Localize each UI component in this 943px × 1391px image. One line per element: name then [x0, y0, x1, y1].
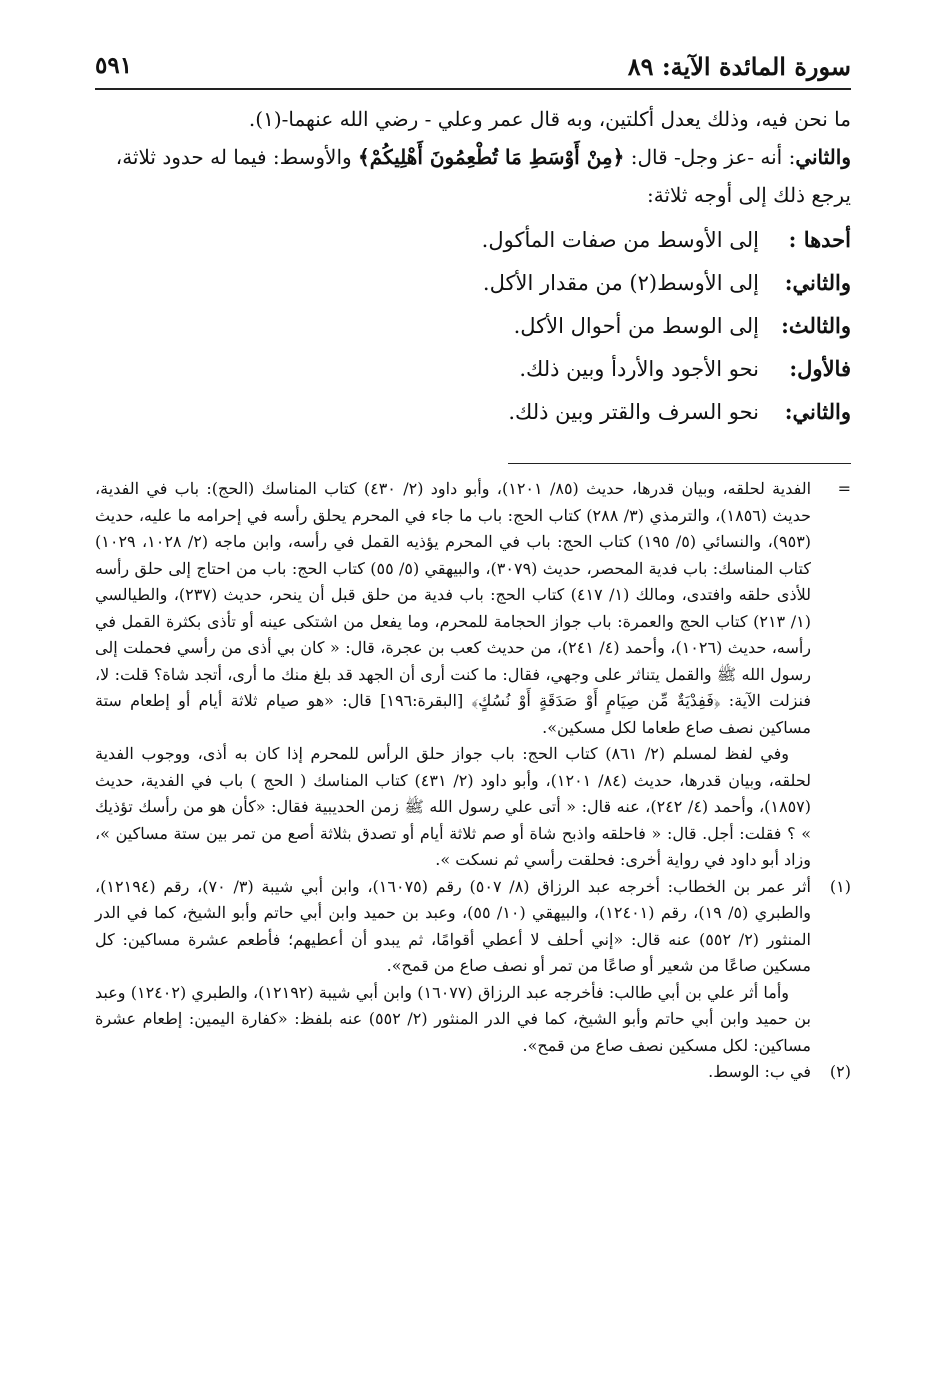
cases-list [95, 218, 851, 433]
footnote-paragraph: الفدية لحلقه، وبيان قدرها، حديث (٨٥/ ١٢٠١)، وأبو داود (٢/ ٤٣٠) كتاب المناسك (الحج): باب في الفدية، حديث (١٨٥٦)، والترمذي (٣/ ٢٨٨) كتاب الحج: باب ما جاء في المحرم يحلق رأسه في إحرامه ما عليه، حديث (٩٥٣)، والنسائي (٥/ ١٩٥) كتاب الحج: باب في المحرم يؤذيه القمل في رأسه، وابن ماجه (٢/ ١٠٢٨، ١٠٢٩) كتاب المناسك: باب فدية المحصر، حديث (٣٠٧٩)، والبيهقي (٥/ ٥٥) كتاب الحج: باب من احتاج إلى حلق رأسه للأذى حلقه وافتدى، ومالك (١/ ٤١٧) كتاب الحج: باب فدية من حلق قبل أن ينحر، حديث (٢٣٧)، والطيالسي (١/ ٢١٣) كتاب الحج والعمرة: باب جواز الحجامة للمحرم، وما يفعل من اشتكى عينه أو تأذى بكثرة القمل في رأسه، حديث (١٠٢٦)، وأحمد (٤/ ٢٤١)، من حديث كعب بن عجرة، قال: « كان بي أذى من رأسي فحملت إلى رسول الله ﷺ والقمل يتناثر على وجهي، فقال: ما كنت أرى أن الجهد قد بلغ منك ما أرى، أتجد شاة؟ قلت: لا، فنزلت الآية: ﴿فَفِدْيَةٌ مِّن صِيَامٍ أَوْ صَدَقَةٍ أَوْ نُسُكٍ﴾ [البقرة:١٩٦] قال: «هو صيام ثلاثة أيام أو إطعام ستة مساكين نصف صاع طعاما لكل مسكين». [95, 479, 812, 737]
paragraph-second [95, 138, 851, 214]
footnote-marker: (٢) [829, 1062, 851, 1081]
footnote-1 [95, 874, 851, 1060]
page-header [95, 50, 851, 90]
footnote-continuation [95, 476, 851, 874]
page-number: ٥٩١ [95, 52, 133, 79]
continuation-marker: = [837, 479, 851, 498]
quran-quote: ﴿مِنْ أَوْسَطِ مَا تُطْعِمُونَ أَهْلِيكُمْ﴾ [358, 145, 625, 169]
footnote-marker: (١) [829, 876, 851, 896]
case-text: نحو الأجود والأردأ وبين ذلك. [519, 357, 759, 381]
footnote-paragraph: وأما أثر علي بن أبي طالب: فأخرجه عبد الرزاق (١٦٠٧٧) وابن أبي شيبة (١٢١٩٢)، والطبري (١٢٤٠٢) وعبد بن حميد وابن أبي حاتم وأبو الشيخ، كما في الدر المنثور (٢/ ٥٥٢) عنه بلفظ: «كفارة اليمين: إطعام عشرة مساكين: لكل مسكين نصف صاع من قمح». [95, 982, 811, 1055]
case-label: أحدها : [788, 227, 851, 252]
case-item [95, 390, 851, 433]
case-item [95, 218, 851, 261]
case-label: والثاني: [784, 399, 851, 424]
second-text-after: والأوسط: فيما له حدود ثلاثة، يرجع ذلك إلى أوجه ثلاثة: [115, 145, 851, 207]
case-label: والثاني: [784, 270, 851, 295]
case-text: إلى الوسط من أحوال الأكل. [513, 314, 759, 338]
footnote-2 [95, 1059, 851, 1086]
case-item [95, 261, 851, 304]
case-text: إلى الأوسط من صفات المأكول. [481, 228, 759, 252]
footnotes [95, 476, 851, 1086]
case-label: والثالث: [781, 313, 851, 338]
second-text-before: : أنه -عز وجل- قال: [624, 145, 796, 169]
case-label: فالأول: [789, 356, 851, 381]
case-text: نحو السرف والقتر وبين ذلك. [508, 400, 759, 424]
footnote-paragraph: في ب: الوسط. [708, 1062, 811, 1081]
footnote-paragraph: وفي لفظ لمسلم (٢/ ٨٦١) كتاب الحج: باب جواز حلق الرأس للمحرم إذا كان به أذى، ووجوب الفدية لحلقه، وبيان قدرها، حديث (٨٤/ ١٢٠١)، وأبو داود (٢/ ٤٣١) كتاب المناسك ( الحج ) باب في الفدية، حديث (١٨٥٧)، وأحمد (٤/ ٢٤٢)، عنه قال: « أتى علي رسول الله ﷺ زمن الحديبية فقال: «كأن هو من رأسك تؤذيك » ؟ فقلت: أجل. قال: « فاحلقه واذبح شاة أو صم ثلاثة أيام أو تصدق بثلاثة أصع من تمر بين ستة مساكين »، وزاد أبو داود في رواية أخرى: فحلقت رأسي ثم نسكت ». [95, 744, 812, 869]
case-item [95, 347, 851, 390]
main-text [95, 100, 851, 433]
footnote-paragraph: أثر عمر بن الخطاب: أخرجه عبد الرزاق (٨/ ٥٠٧) رقم (١٦٠٧٥)، وابن أبي شيبة (٣/ ٧٠)، رقم (١٢١٩٤)، والطبري (٥/ ١٩)، رقم (١٢٤٠١)، والبيهقي (١٠/ ٥٥)، وعبد بن حميد وابن أبي حاتم وأبو الشيخ، كما في الدر المنثور (٢/ ٥٥٢) عنه قال: «إني أحلف لا أعطي أقوامًا، ثم يبدو أن أعطيهم؛ فأطعم عشرة مساكين: كل مسكين صاعًا من شعير أو صاعًا من تمر أو نصف صاع من قمح». [95, 876, 812, 975]
surah-title: سورة المائدة الآية: ٨٩ [627, 52, 851, 81]
paragraph-opening: ما نحن فيه، وذلك يعدل أكلتين، وبه قال عمر وعلي - رضي الله عنهما-(١). [248, 107, 851, 131]
case-text: إلى الأوسط(٢) من مقدار الأكل. [482, 271, 759, 295]
case-item [95, 304, 851, 347]
second-label: والثاني [795, 145, 851, 169]
footnote-separator [508, 463, 851, 464]
